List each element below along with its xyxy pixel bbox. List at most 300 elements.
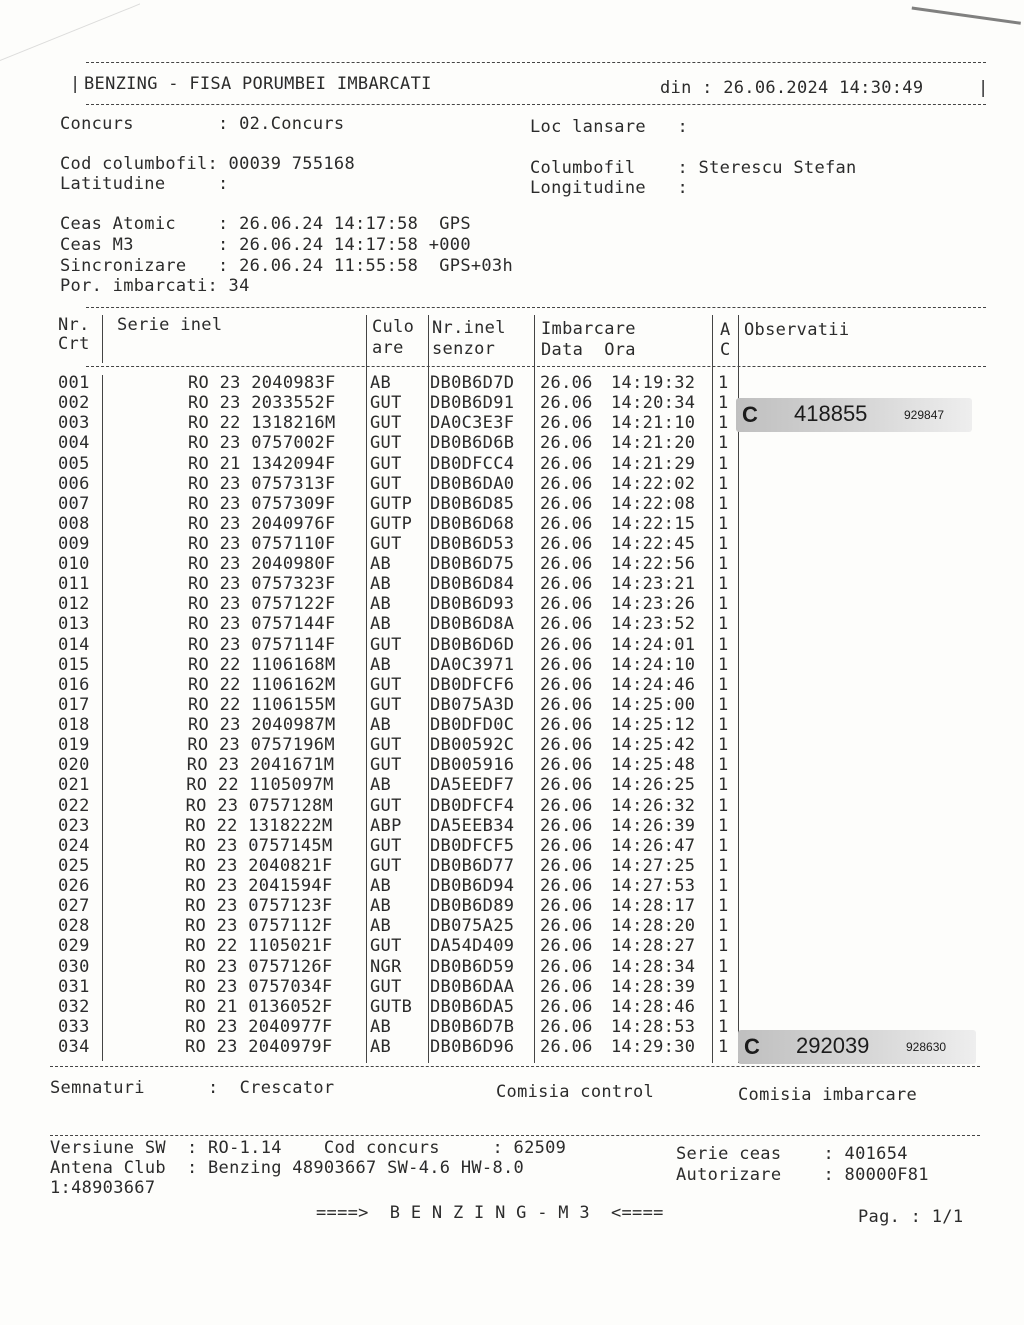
row-ora: 14:22:56 xyxy=(611,554,696,575)
row-senzor: DB0DFCF5 xyxy=(430,835,515,856)
table-row xyxy=(0,594,1024,614)
row-nr: 026 xyxy=(58,876,90,896)
row-ac: 1 xyxy=(718,614,729,635)
table-row xyxy=(0,534,1024,554)
row-senzor: DB0B6D85 xyxy=(430,493,515,514)
row-ac: 1 xyxy=(718,574,729,595)
row-culoare: GUT xyxy=(370,674,402,695)
row-ora: 14:22:02 xyxy=(611,473,696,494)
row-serie: RO 23 0757110F xyxy=(188,534,336,554)
row-ora: 14:28:20 xyxy=(611,916,696,937)
loc-lansare-field: Loc lansare : xyxy=(530,117,689,137)
row-culoare: GUT xyxy=(370,393,402,414)
row-senzor: DB0B6D68 xyxy=(430,513,515,534)
row-nr: 019 xyxy=(58,735,90,756)
table-row xyxy=(0,494,1024,514)
row-senzor: DB0B6D53 xyxy=(430,534,515,554)
row-serie: RO 23 2040821F xyxy=(185,855,333,876)
row-nr: 021 xyxy=(58,775,90,796)
row-serie: RO 23 0757034F xyxy=(185,976,333,997)
row-ac: 1 xyxy=(718,393,729,414)
row-ora: 14:26:39 xyxy=(611,815,696,836)
row-senzor: DB0B6D94 xyxy=(430,876,515,896)
row-ora: 14:23:21 xyxy=(611,574,696,595)
row-nr: 009 xyxy=(58,534,90,554)
divider xyxy=(86,104,986,105)
table-row xyxy=(0,554,1024,574)
club-id-field: 1:48903667 xyxy=(50,1178,156,1198)
row-data: 26.06 xyxy=(540,976,593,997)
row-culoare: AB xyxy=(370,654,392,675)
row-senzor: DB0B6D75 xyxy=(430,554,515,575)
row-ac: 1 xyxy=(718,534,729,554)
col-senzor-header: Nr.inel xyxy=(432,318,506,338)
row-ac: 1 xyxy=(718,594,729,615)
row-data: 26.06 xyxy=(540,896,593,917)
row-data: 26.06 xyxy=(540,393,593,414)
row-data: 26.06 xyxy=(540,614,593,635)
row-ac: 1 xyxy=(718,876,729,896)
row-senzor: DB0DFCF4 xyxy=(430,795,515,816)
row-ac: 1 xyxy=(718,795,729,816)
row-nr: 015 xyxy=(58,654,90,675)
row-nr: 032 xyxy=(58,996,90,1017)
row-serie: RO 23 2040983F xyxy=(188,373,336,393)
row-ora: 14:23:26 xyxy=(611,594,696,615)
row-serie: RO 22 1318222M xyxy=(185,815,333,836)
table-row xyxy=(0,614,1024,634)
row-data: 26.06 xyxy=(540,594,593,615)
row-ora: 14:21:10 xyxy=(611,413,696,434)
row-ora: 14:21:29 xyxy=(611,453,696,474)
table-row xyxy=(0,856,1024,876)
latitudine-field: Latitudine : xyxy=(60,174,229,194)
row-senzor: DA5EEDF7 xyxy=(430,775,515,796)
row-serie: RO 22 1105021F xyxy=(185,936,333,957)
row-senzor: DB075A3D xyxy=(430,694,515,715)
row-nr: 024 xyxy=(58,835,90,856)
row-serie: RO 21 0136052F xyxy=(185,996,333,1017)
row-nr: 002 xyxy=(58,393,90,414)
row-ora: 14:24:46 xyxy=(611,674,696,695)
row-data: 26.06 xyxy=(540,916,593,937)
row-data: 26.06 xyxy=(540,855,593,876)
row-data: 26.06 xyxy=(540,775,593,796)
antena-club-field: Antena Club : Benzing 48903667 SW-4.6 HW-8.0 xyxy=(50,1158,525,1178)
stamp-letter: C xyxy=(744,1034,760,1059)
row-senzor: DB0DFCF6 xyxy=(430,674,515,695)
document-date: din : 26.06.2024 14:30:49 xyxy=(660,78,924,98)
row-data: 26.06 xyxy=(540,654,593,675)
row-senzor: DB0B6D84 xyxy=(430,574,515,595)
row-data: 26.06 xyxy=(540,433,593,454)
brand-footer: ====> B E N Z I N G - M 3 <==== xyxy=(316,1203,664,1223)
row-culoare: AB xyxy=(370,614,392,635)
row-ac: 1 xyxy=(718,755,729,776)
sincronizare-field: Sincronizare : 26.06.24 11:55:58 GPS+03h xyxy=(60,256,513,276)
row-culoare: GUT xyxy=(370,433,402,454)
row-ac: 1 xyxy=(718,815,729,836)
row-serie: RO 23 2040987M xyxy=(188,715,336,735)
row-nr: 014 xyxy=(58,634,90,655)
row-culoare: GUT xyxy=(370,534,402,554)
table-row xyxy=(0,796,1024,816)
concurs-field: Concurs : 02.Concurs xyxy=(60,114,345,134)
row-ora: 14:25:12 xyxy=(611,715,696,735)
row-culoare: GUT xyxy=(370,795,402,816)
col-observatii-header: Observatii xyxy=(744,320,850,340)
row-ac: 1 xyxy=(718,453,729,474)
row-ora: 14:19:32 xyxy=(611,373,696,393)
row-senzor: DB005916 xyxy=(430,755,515,776)
row-ora: 14:28:39 xyxy=(611,976,696,997)
por-imbarcati-field: Por. imbarcati: 34 xyxy=(60,276,250,296)
table-row xyxy=(0,755,1024,775)
row-ora: 14:27:25 xyxy=(611,855,696,876)
row-ac: 1 xyxy=(718,916,729,937)
row-culoare: GUT xyxy=(370,453,402,474)
table-row xyxy=(0,675,1024,695)
col-nr-header-2: Crt xyxy=(58,334,90,354)
row-senzor: DB0B6D8A xyxy=(430,614,515,635)
row-data: 26.06 xyxy=(540,956,593,977)
row-senzor: DB0B6D89 xyxy=(430,896,515,917)
row-data: 26.06 xyxy=(540,936,593,957)
row-data: 26.06 xyxy=(540,674,593,695)
row-ora: 14:24:10 xyxy=(611,654,696,675)
row-serie: RO 23 2040979F xyxy=(185,1037,333,1057)
row-culoare: NGR xyxy=(370,956,402,977)
row-serie: RO 22 1105097M xyxy=(186,775,334,796)
signatures-label: Semnaturi : Crescator xyxy=(50,1078,335,1098)
row-senzor: DB0B6D91 xyxy=(430,393,515,414)
row-ac: 1 xyxy=(718,634,729,655)
table-row xyxy=(0,876,1024,896)
row-culoare: GUTP xyxy=(370,493,413,514)
col-imbarcare-header: Imbarcare xyxy=(541,319,636,339)
table-row xyxy=(0,715,1024,735)
row-serie: RO 23 0757112F xyxy=(185,916,333,937)
stamp-small-number: 929847 xyxy=(904,408,945,422)
row-nr: 033 xyxy=(58,1016,90,1037)
stamp-number: 292039 xyxy=(796,1033,870,1058)
stamp-number: 418855 xyxy=(794,401,868,426)
row-senzor: DB0B6D59 xyxy=(430,956,515,977)
row-serie: RO 23 0757144F xyxy=(188,614,336,635)
row-serie: RO 22 1106155M xyxy=(188,694,336,715)
divider xyxy=(50,1066,980,1067)
row-ac: 1 xyxy=(718,554,729,575)
row-nr: 020 xyxy=(58,755,90,776)
table-row xyxy=(0,816,1024,836)
col-senzor-header-2: senzor xyxy=(432,339,496,359)
row-ac: 1 xyxy=(718,956,729,977)
row-senzor: DB0DFD0C xyxy=(430,715,515,735)
table-row xyxy=(0,433,1024,453)
row-culoare: GUT xyxy=(370,976,402,997)
row-ora: 14:26:32 xyxy=(611,795,696,816)
col-ac-header-2: C xyxy=(720,340,731,360)
comisia-control-label: Comisia control xyxy=(496,1082,655,1102)
row-data: 26.06 xyxy=(540,1037,593,1057)
row-culoare: GUT xyxy=(370,634,402,655)
table-row xyxy=(0,836,1024,856)
row-ac: 1 xyxy=(718,373,729,393)
row-data: 26.06 xyxy=(540,373,593,393)
row-culoare: AB xyxy=(370,916,392,937)
col-culoare-header: Culo xyxy=(372,317,415,337)
row-senzor: DA0C3971 xyxy=(430,654,515,675)
ring-stamp xyxy=(738,1030,976,1064)
paper-edge-mark xyxy=(912,0,1024,25)
row-serie: RO 23 2040980F xyxy=(188,554,336,575)
row-ac: 1 xyxy=(718,775,729,796)
row-serie: RO 23 0757309F xyxy=(188,493,336,514)
row-senzor: DB075A25 xyxy=(430,916,515,937)
row-culoare: AB xyxy=(370,876,392,896)
row-serie: RO 23 2041594F xyxy=(185,876,333,896)
row-serie: RO 22 1318216M xyxy=(188,413,336,434)
table-row xyxy=(0,454,1024,474)
row-data: 26.06 xyxy=(540,534,593,554)
row-serie: RO 23 0757323F xyxy=(188,574,336,595)
row-senzor: DA54D409 xyxy=(430,936,515,957)
row-senzor: DB0B6D7D xyxy=(430,373,515,393)
row-senzor: DB0B6DA5 xyxy=(430,996,515,1017)
row-ac: 1 xyxy=(718,433,729,454)
table-row xyxy=(0,635,1024,655)
row-serie: RO 21 1342094F xyxy=(188,453,336,474)
row-nr: 001 xyxy=(58,373,90,393)
row-nr: 004 xyxy=(58,433,90,454)
row-data: 26.06 xyxy=(540,574,593,595)
row-culoare: AB xyxy=(370,715,392,735)
row-ora: 14:24:01 xyxy=(611,634,696,655)
divider xyxy=(86,307,986,308)
stamp-letter: C xyxy=(742,402,758,427)
row-ora: 14:22:08 xyxy=(611,493,696,514)
row-data: 26.06 xyxy=(540,493,593,514)
row-ora: 14:28:46 xyxy=(611,996,696,1017)
longitudine-field: Longitudine : xyxy=(530,178,689,198)
row-serie: RO 23 0757123F xyxy=(185,896,333,917)
row-ac: 1 xyxy=(718,473,729,494)
table-row xyxy=(0,896,1024,916)
versiune-sw-field: Versiune SW : RO-1.14 Cod concurs : 62509 xyxy=(50,1138,567,1158)
row-serie: RO 23 0757126F xyxy=(185,956,333,977)
row-culoare: AB xyxy=(370,1016,392,1037)
ring-stamp xyxy=(736,398,972,432)
row-culoare: GUT xyxy=(370,755,402,776)
row-serie: RO 22 1106162M xyxy=(188,674,336,695)
table-row xyxy=(0,695,1024,715)
table-row xyxy=(0,775,1024,795)
table-row xyxy=(0,916,1024,936)
row-ac: 1 xyxy=(718,694,729,715)
row-data: 26.06 xyxy=(540,735,593,756)
row-ac: 1 xyxy=(718,996,729,1017)
row-culoare: GUT xyxy=(370,473,402,494)
header-right-bar: | xyxy=(978,78,989,98)
row-data: 26.06 xyxy=(540,513,593,534)
table-row xyxy=(0,977,1024,997)
row-culoare: AB xyxy=(370,896,392,917)
row-senzor: DB0B6D6B xyxy=(430,433,515,454)
header-left-bar: | xyxy=(70,74,81,94)
column-rule xyxy=(102,315,103,363)
row-data: 26.06 xyxy=(540,996,593,1017)
row-ac: 1 xyxy=(718,674,729,695)
row-nr: 028 xyxy=(58,916,90,937)
row-data: 26.06 xyxy=(540,835,593,856)
row-ora: 14:21:20 xyxy=(611,433,696,454)
row-senzor: DB0DFCC4 xyxy=(430,453,515,474)
row-nr: 010 xyxy=(58,554,90,575)
row-culoare: GUT xyxy=(370,413,402,434)
row-nr: 018 xyxy=(58,715,90,735)
row-data: 26.06 xyxy=(540,715,593,735)
row-culoare: GUT xyxy=(370,694,402,715)
row-serie: RO 23 2040976F xyxy=(188,513,336,534)
row-nr: 007 xyxy=(58,493,90,514)
row-serie: RO 23 0757122F xyxy=(188,594,336,615)
row-culoare: GUTB xyxy=(370,996,413,1017)
row-nr: 006 xyxy=(58,473,90,494)
row-nr: 013 xyxy=(58,614,90,635)
row-ora: 14:26:25 xyxy=(611,775,696,796)
row-ora: 14:20:34 xyxy=(611,393,696,414)
stamp-small-number: 928630 xyxy=(906,1040,947,1054)
row-ac: 1 xyxy=(718,1016,729,1037)
columbofil-field: Columbofil : Sterescu Stefan xyxy=(530,158,857,178)
row-data: 26.06 xyxy=(540,1016,593,1037)
row-serie: RO 23 0757114F xyxy=(188,634,336,655)
row-ora: 14:26:47 xyxy=(611,835,696,856)
divider xyxy=(50,1135,980,1136)
row-serie: RO 23 2040977F xyxy=(185,1016,333,1037)
row-ac: 1 xyxy=(718,413,729,434)
row-ac: 1 xyxy=(718,513,729,534)
row-data: 26.06 xyxy=(540,815,593,836)
row-ac: 1 xyxy=(718,715,729,735)
col-imbarcare-header-2: Data Ora xyxy=(541,340,636,360)
row-nr: 023 xyxy=(58,815,90,836)
row-nr: 025 xyxy=(58,855,90,876)
col-serie-header: Serie inel xyxy=(117,315,223,335)
table-row xyxy=(0,957,1024,977)
table-row xyxy=(0,735,1024,755)
row-nr: 005 xyxy=(58,453,90,474)
row-ac: 1 xyxy=(718,1037,729,1057)
row-ora: 14:25:42 xyxy=(611,735,696,756)
row-ora: 14:29:30 xyxy=(611,1037,696,1057)
row-ac: 1 xyxy=(718,835,729,856)
ceas-m3-field: Ceas M3 : 26.06.24 14:17:58 +000 xyxy=(60,235,471,255)
row-nr: 016 xyxy=(58,674,90,695)
row-culoare: AB xyxy=(370,554,392,575)
row-ora: 14:27:53 xyxy=(611,876,696,896)
row-ora: 14:28:53 xyxy=(611,1016,696,1037)
row-ac: 1 xyxy=(718,654,729,675)
col-culoare-header-2: are xyxy=(372,338,404,358)
row-ac: 1 xyxy=(718,896,729,917)
row-ora: 14:28:17 xyxy=(611,896,696,917)
col-nr-header: Nr. xyxy=(58,315,90,335)
row-senzor: DA5EEB34 xyxy=(430,815,515,836)
row-senzor: DB00592C xyxy=(430,735,515,756)
row-ora: 14:25:48 xyxy=(611,755,696,776)
row-ac: 1 xyxy=(718,855,729,876)
row-culoare: AB xyxy=(370,574,392,595)
row-culoare: AB xyxy=(370,594,392,615)
divider xyxy=(86,62,986,63)
row-ac: 1 xyxy=(718,735,729,756)
col-ac-header: A xyxy=(720,320,731,340)
row-culoare: AB xyxy=(370,775,392,796)
row-data: 26.06 xyxy=(540,634,593,655)
row-ac: 1 xyxy=(718,936,729,957)
row-senzor: DB0B6D93 xyxy=(430,594,515,615)
row-serie: RO 22 1106168M xyxy=(188,654,336,675)
row-serie: RO 23 0757196M xyxy=(187,735,335,756)
row-serie: RO 23 0757145M xyxy=(185,835,333,856)
row-nr: 017 xyxy=(58,694,90,715)
row-senzor: DA0C3E3F xyxy=(430,413,515,434)
row-data: 26.06 xyxy=(540,694,593,715)
row-senzor: DB0B6D77 xyxy=(430,855,515,876)
row-data: 26.06 xyxy=(540,413,593,434)
row-ora: 14:22:45 xyxy=(611,534,696,554)
ceas-atomic-field: Ceas Atomic : 26.06.24 14:17:58 GPS xyxy=(60,214,471,234)
row-nr: 030 xyxy=(58,956,90,977)
serie-ceas-field: Serie ceas : 401654 xyxy=(676,1144,908,1164)
row-nr: 008 xyxy=(58,513,90,534)
paper-fold-mark xyxy=(0,0,140,61)
row-ora: 14:22:15 xyxy=(611,513,696,534)
comisia-imbarcare-label: Comisia imbarcare xyxy=(738,1085,918,1105)
row-data: 26.06 xyxy=(540,755,593,776)
row-serie: RO 23 0757128M xyxy=(185,795,334,816)
row-data: 26.06 xyxy=(540,795,593,816)
page-number: Pag. : 1/1 xyxy=(858,1207,964,1227)
divider xyxy=(86,366,986,367)
row-senzor: DB0B6D6D xyxy=(430,634,515,655)
row-serie: RO 23 0757313F xyxy=(188,473,336,494)
autorizare-field: Autorizare : 80000F81 xyxy=(676,1165,929,1185)
row-serie: RO 23 2033552F xyxy=(188,393,336,414)
row-senzor: DB0B6D96 xyxy=(430,1037,515,1057)
table-row xyxy=(0,514,1024,534)
row-data: 26.06 xyxy=(540,473,593,494)
row-serie: RO 23 2041671M xyxy=(186,755,335,776)
row-nr: 012 xyxy=(58,594,90,615)
row-ora: 14:23:52 xyxy=(611,614,696,635)
row-culoare: GUT xyxy=(370,855,402,876)
row-culoare: ABP xyxy=(370,815,402,836)
row-ora: 14:25:00 xyxy=(611,694,696,715)
row-nr: 027 xyxy=(58,896,90,917)
row-ora: 14:28:27 xyxy=(611,936,696,957)
cod-columbofil-field: Cod columbofil: 00039 755168 xyxy=(60,154,355,174)
row-senzor: DB0B6DAA xyxy=(430,976,515,997)
row-nr: 034 xyxy=(58,1037,90,1057)
table-row xyxy=(0,574,1024,594)
row-data: 26.06 xyxy=(540,554,593,575)
row-nr: 011 xyxy=(58,574,90,595)
row-senzor: DB0B6D7B xyxy=(430,1016,515,1037)
row-culoare: GUT xyxy=(370,936,402,957)
row-serie: RO 23 0757002F xyxy=(188,433,336,454)
